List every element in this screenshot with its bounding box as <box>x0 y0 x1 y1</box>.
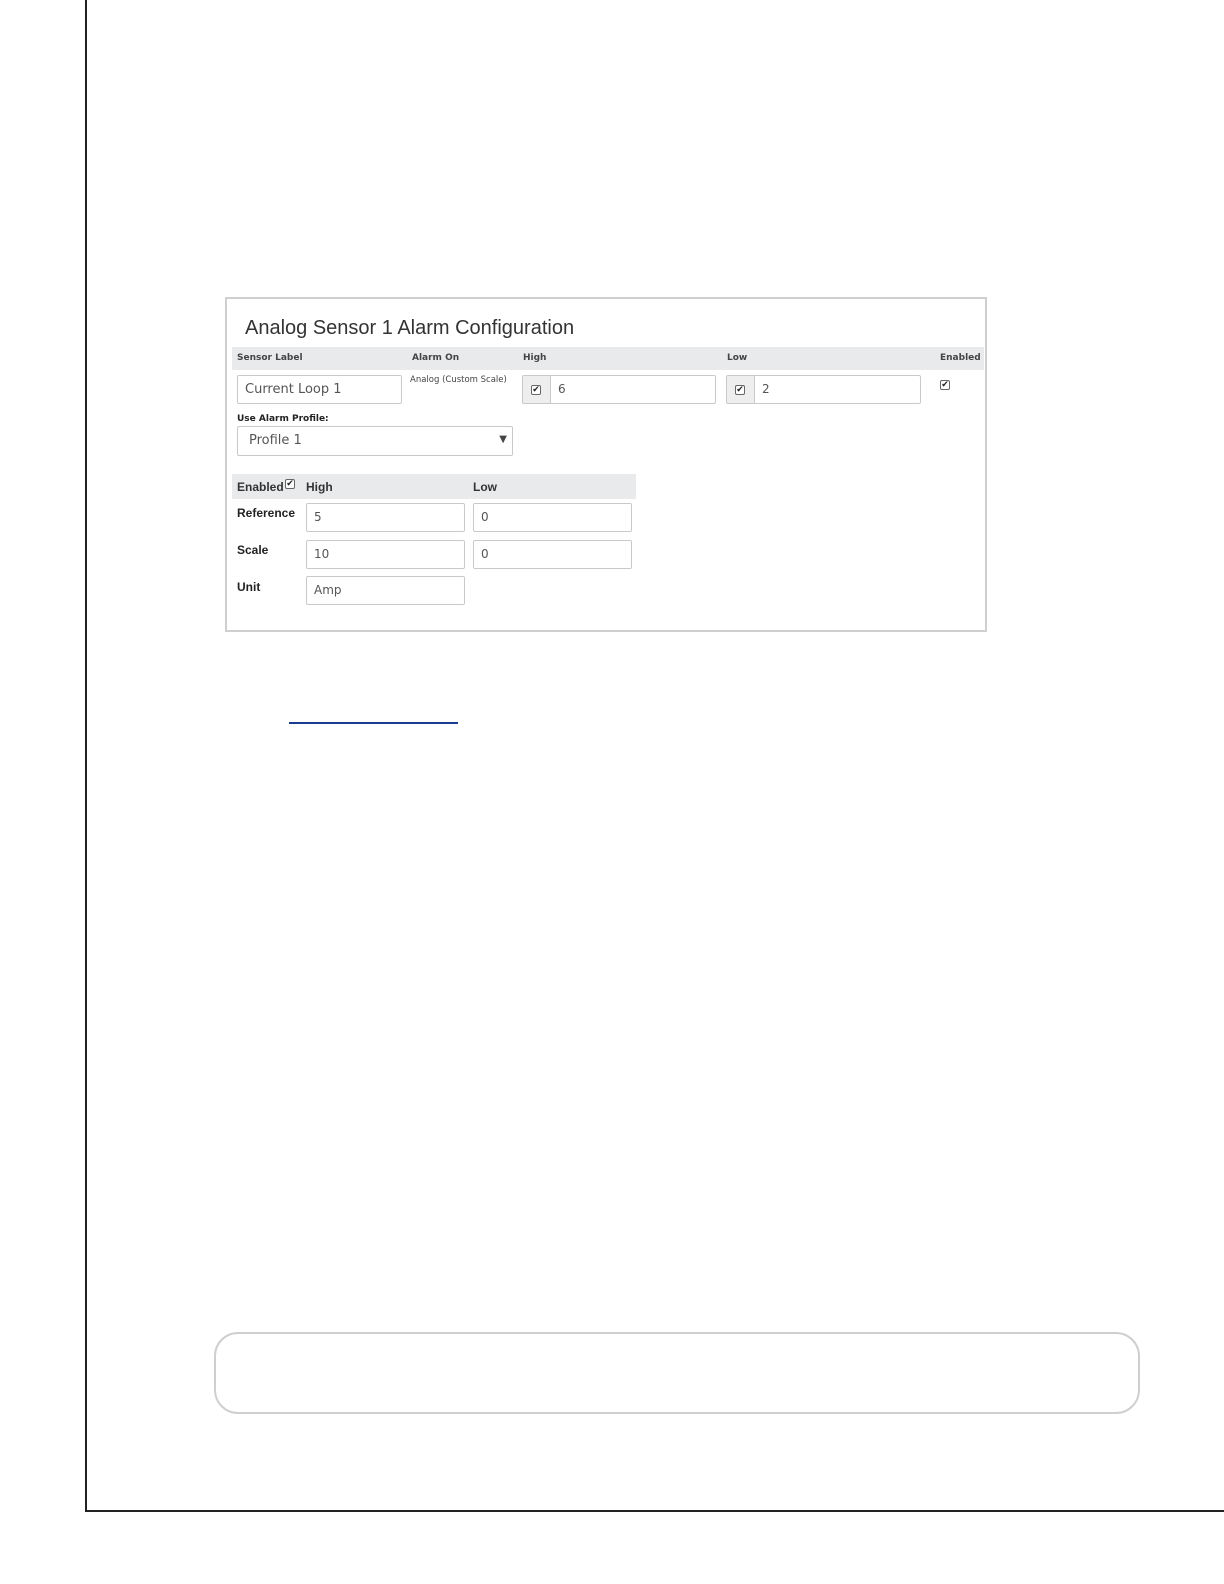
reference-low-input[interactable] <box>473 503 632 532</box>
page-border-left <box>85 0 87 1512</box>
scale-header-low: Low <box>473 480 497 494</box>
low-threshold-value: 2 <box>762 382 770 396</box>
header-alarm-on: Alarm On <box>412 353 460 363</box>
low-enable-checkbox[interactable] <box>735 385 745 395</box>
checkmark-icon: ✔ <box>286 479 294 489</box>
alarm-on-value: Analog (Custom Scale) <box>410 375 507 385</box>
reference-low-value: 0 <box>481 510 489 524</box>
header-sensor-label: Sensor Label <box>237 353 303 363</box>
high-threshold-value: 6 <box>558 382 566 396</box>
alarm-profile-label: Use Alarm Profile: <box>237 414 329 424</box>
checkmark-icon: ✔ <box>532 385 540 395</box>
sensor-enabled-checkbox[interactable] <box>940 380 950 390</box>
checkmark-icon: ✔ <box>736 385 744 395</box>
high-enable-checkbox[interactable] <box>531 385 541 395</box>
reference-high-value: 5 <box>314 510 322 524</box>
unit-label: Unit <box>237 580 261 594</box>
low-enable-addon <box>726 375 754 404</box>
scale-header-row <box>232 474 636 499</box>
scale-header-enabled: Enabled <box>237 480 284 494</box>
header-enabled: Enabled <box>940 353 981 363</box>
reference-high-input[interactable] <box>306 503 465 532</box>
scale-label: Scale <box>237 543 269 557</box>
high-enable-addon <box>522 375 550 404</box>
alarm-profile-select[interactable] <box>237 426 513 456</box>
scale-enabled-checkbox[interactable] <box>285 479 295 489</box>
header-high: High <box>523 353 547 363</box>
link-underline <box>289 722 458 724</box>
scale-low-value: 0 <box>481 547 489 561</box>
scale-high-value: 10 <box>314 547 330 561</box>
panel-title: Analog Sensor 1 Alarm Configuration <box>245 317 575 339</box>
sensor-label-input[interactable] <box>237 375 402 404</box>
footer-box <box>214 1332 1140 1414</box>
unit-input[interactable] <box>306 576 465 605</box>
sensor-header-row <box>232 347 984 370</box>
low-threshold-input[interactable] <box>754 375 921 404</box>
unit-value: Amp <box>314 583 342 597</box>
header-low: Low <box>727 353 748 363</box>
alarm-profile-value: Profile 1 <box>249 433 302 448</box>
reference-label: Reference <box>237 506 296 520</box>
scale-low-input[interactable] <box>473 540 632 569</box>
page-border-bottom <box>85 1510 1224 1512</box>
checkmark-icon: ✔ <box>941 380 949 390</box>
chevron-down-icon: ▼ <box>499 434 507 445</box>
sensor-label-value: Current Loop 1 <box>245 382 342 397</box>
scale-header-high: High <box>306 480 333 494</box>
scale-high-input[interactable] <box>306 540 465 569</box>
high-threshold-input[interactable] <box>550 375 716 404</box>
alarm-configuration-panel <box>225 297 987 632</box>
